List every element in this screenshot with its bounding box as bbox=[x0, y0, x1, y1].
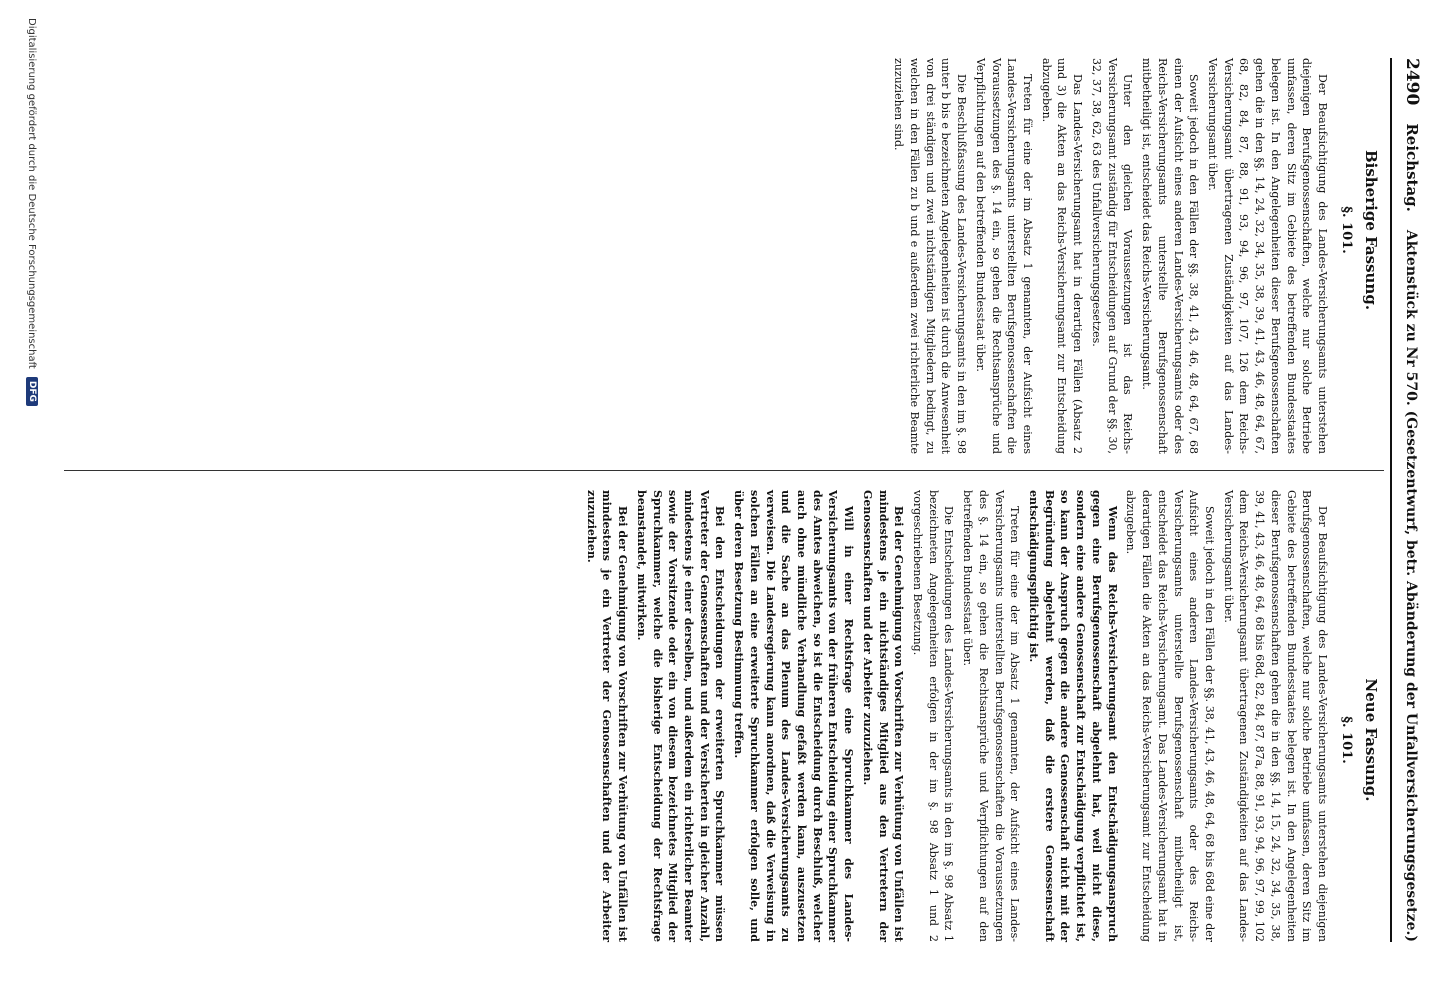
right-paragraph: Bei den Entscheidungen der erweiterten Spruchkammer müssen Vertreter der Genossenschaften und der Versicherten in gleicher Anzahl, mindestens je einer derselben, und außerdem ein richterlicher Beamter sowie der Vorsitzende oder ein von diesem bezeichnetes Mitglied der Spruchkammer, welche die bisherige Entscheidung der Rechtsfrage beanstandet, mitwirken. bbox=[634, 490, 727, 942]
right-paragraph: Will in einer Rechtsfrage eine Spruchkammer des Landes-Versicherungsamts von der früheren Entscheidung einer Spruchkammer des Amtes abweichen, so ist die Entscheidung durch Beschluß, welcher auch ohne mündliche Verhandlung gefaßt werden kann, auszusetzen und die Sache an das Plenum des Landes-Versicherungsamts zu verweisen. Die Landesregierung kann anordnen, daß die Verweisung in solchen Fällen an eine erweiterte Spruchkammer erfolgen solle, und über deren Besetzung Bestimmung treffen. bbox=[732, 490, 856, 942]
left-paragraph: Unter den gleichen Voraussetzungen ist das Reichs-Versicherungsamt zuständig für Entscheidungen auf Grund der §§. 30, 32, 37, 38, 62, 63 des Unfallversicherungsgesetzes. bbox=[1089, 58, 1135, 454]
left-column-title: Bisherige Fassung. bbox=[1362, 149, 1380, 311]
left-paragraph: Die Beschlußfassung des Landes-Versicherungsamts in den im §. 98 unter b bis e bezeichneten Angelegenheiten ist durch die Anwesenheit von drei ständigen und zwei nichtständigen Mitgliedern bedingt, zu welchen in den Fällen zu b und e außerdem zwei richterliche Beamte zuzuziehen sind. bbox=[892, 58, 969, 454]
right-paragraph: Die Entscheidungen des Landes-Versicherungsamts in den im §. 98 Absatz 1 bezeichneten Angelegenheiten erfolgen in der im §. 98 Absatz 1 und 2 vorgeschriebenen Besetzung. bbox=[911, 490, 956, 942]
right-paragraph: Wenn das Reichs-Versicherungsamt den Entschädigungsanspruch gegen eine Berufsgenossenschaft abgelehnt hat, weil nicht diese, sondern eine andere Genossenschaft zur Entschädigung verpflichtet ist, so kann der Anspruch gegen die andere Genossenschaft nicht mit der Begründung abgelehnt werden, daß die erstere Genossenschaft entschädigungspflichtig ist. bbox=[1027, 490, 1119, 942]
publication-name: Reichstag. bbox=[1403, 123, 1421, 212]
page-number: 2490 bbox=[1402, 58, 1422, 106]
left-paragraph: Das Landes-Versicherungsamt hat in derartigen Fällen (Absatz 2 und 3) die Akten an das Reichs-Versicherungsamt zur Entscheidung abzugeben. bbox=[1039, 58, 1085, 454]
page-header bbox=[1390, 58, 1422, 942]
column-divider bbox=[64, 470, 1384, 471]
right-section-number: §. 101. bbox=[1339, 716, 1354, 764]
left-section-number: §. 101. bbox=[1339, 206, 1354, 254]
left-paragraph: Der Beaufsichtigung des Landes-Versicherungsamts unterstehen diejenigen Berufsgenossenschaften, welche nur solche Betriebe umfassen, deren Sitz im Gebiete des betreffenden Bundesstaates belegen ist. In den Angelegenheiten dieser Berufsgenossenschaften gehen die in den §§. 14, 24, 32, 34, 35, 38, 39, 41, 43, 46, 48, 64, 67, 68, 82, 84, 87, 88, 91, 93, 94, 96, 97, 107, 126 dem Reichs-Versicherungsamt übertragenen Zuständigkeiten auf das Landes-Versicherungsamt über. bbox=[1205, 58, 1329, 454]
document-title: Aktenstück zu Nr 570. (Gesetzentwurf, betr. Abänderung der Unfallversicherungsgesetze.) bbox=[1403, 229, 1419, 942]
watermark-text: Digitalisierung gefördert durch die Deutsche Forschungsgemeinschaft bbox=[26, 18, 38, 369]
dfg-logo: DFG bbox=[26, 377, 38, 406]
right-paragraph: Bei der Genehmigung von Vorschriften zur Verhütung von Unfällen ist mindestens je ein Vertreter der Genossenschaften und der Arbeiter zuzuziehen. bbox=[584, 490, 630, 942]
left-paragraph: Soweit jedoch in den Fällen der §§. 38, 41, 43, 46, 48, 64, 67, 68 einen der Aufsicht eines anderen Landes-Versicherungsamts oder des Reichs-Versicherungsamts unterstellte Berufsgenossenschaft mitbetheiligt ist, entscheidet das Reichs-Versicherungsamt. bbox=[1140, 58, 1201, 454]
left-column-text bbox=[888, 58, 1330, 454]
right-paragraph: Treten für eine der im Absatz 1 genannten, der Aufsicht eines Landes-Versicherungsamts unterstellten Berufsgenossenschaften die Voraussetzungen des §. 14 ein, so gehen die Rechtsansprüche und Verpflichtungen auf den betreffenden Bundesstaat über. bbox=[961, 490, 1022, 942]
digitization-watermark bbox=[20, 18, 44, 978]
right-paragraph: Der Beaufsichtigung des Landes-Versicherungsamts unterstehen diejenigen Berufsgenossenschaften, welche nur solche Betriebe umfassen, deren Sitz im Gebiete des betreffenden Bundesstaates belegen ist. In den Angelegenheiten dieser Berufsgenossenschaften gehen die in den §§. 14, 15, 24, 32, 34, 35, 38, 39, 41, 43, 46, 48, 64, 68 bis 68d, 82, 84, 87, 87a, 88, 91, 93, 94, 96, 97, 99, 102 dem Reichs-Versicherungsamt übertragenen Zuständigkeiten auf das Landes-Versicherungsamt über. bbox=[1221, 490, 1329, 942]
right-column-text bbox=[580, 490, 1330, 942]
right-paragraph: Soweit jedoch in den Fällen der §§. 38, 41, 43, 46, 48, 64, 68 bis 68d eine der Aufsicht eines anderen Landes-Versicherungsamts oder des Reichs-Versicherungsamts unterstellte Berufsgenossenschaft mitbetheiligt ist, entscheidet das Reichs-Versicherungsamt. Das Landes-Versicherungsamt hat in derartigen Fällen die Akten an das Reichs-Versicherungsamt zur Entscheidung abzugeben. bbox=[1124, 490, 1216, 942]
right-paragraph: Bei der Genehmigung von Vorschriften zur Verhütung von Unfällen ist mindestens je ein nichtständiges Mitglied aus den Vertretern der Genossenschaften und der Arbeiter zuzuziehen. bbox=[860, 490, 906, 942]
right-column-title: Neue Fassung. bbox=[1362, 678, 1380, 802]
left-paragraph: Treten für eine der im Absatz 1 genannten, der Aufsicht eines Landes-Versicherungsamts unterstellten Berufsgenossenschaften die Voraussetzungen des §. 14 ein, so gehen die Rechtsansprüche und Verpflichtungen auf den betreffenden Bundesstaat über. bbox=[973, 58, 1035, 454]
